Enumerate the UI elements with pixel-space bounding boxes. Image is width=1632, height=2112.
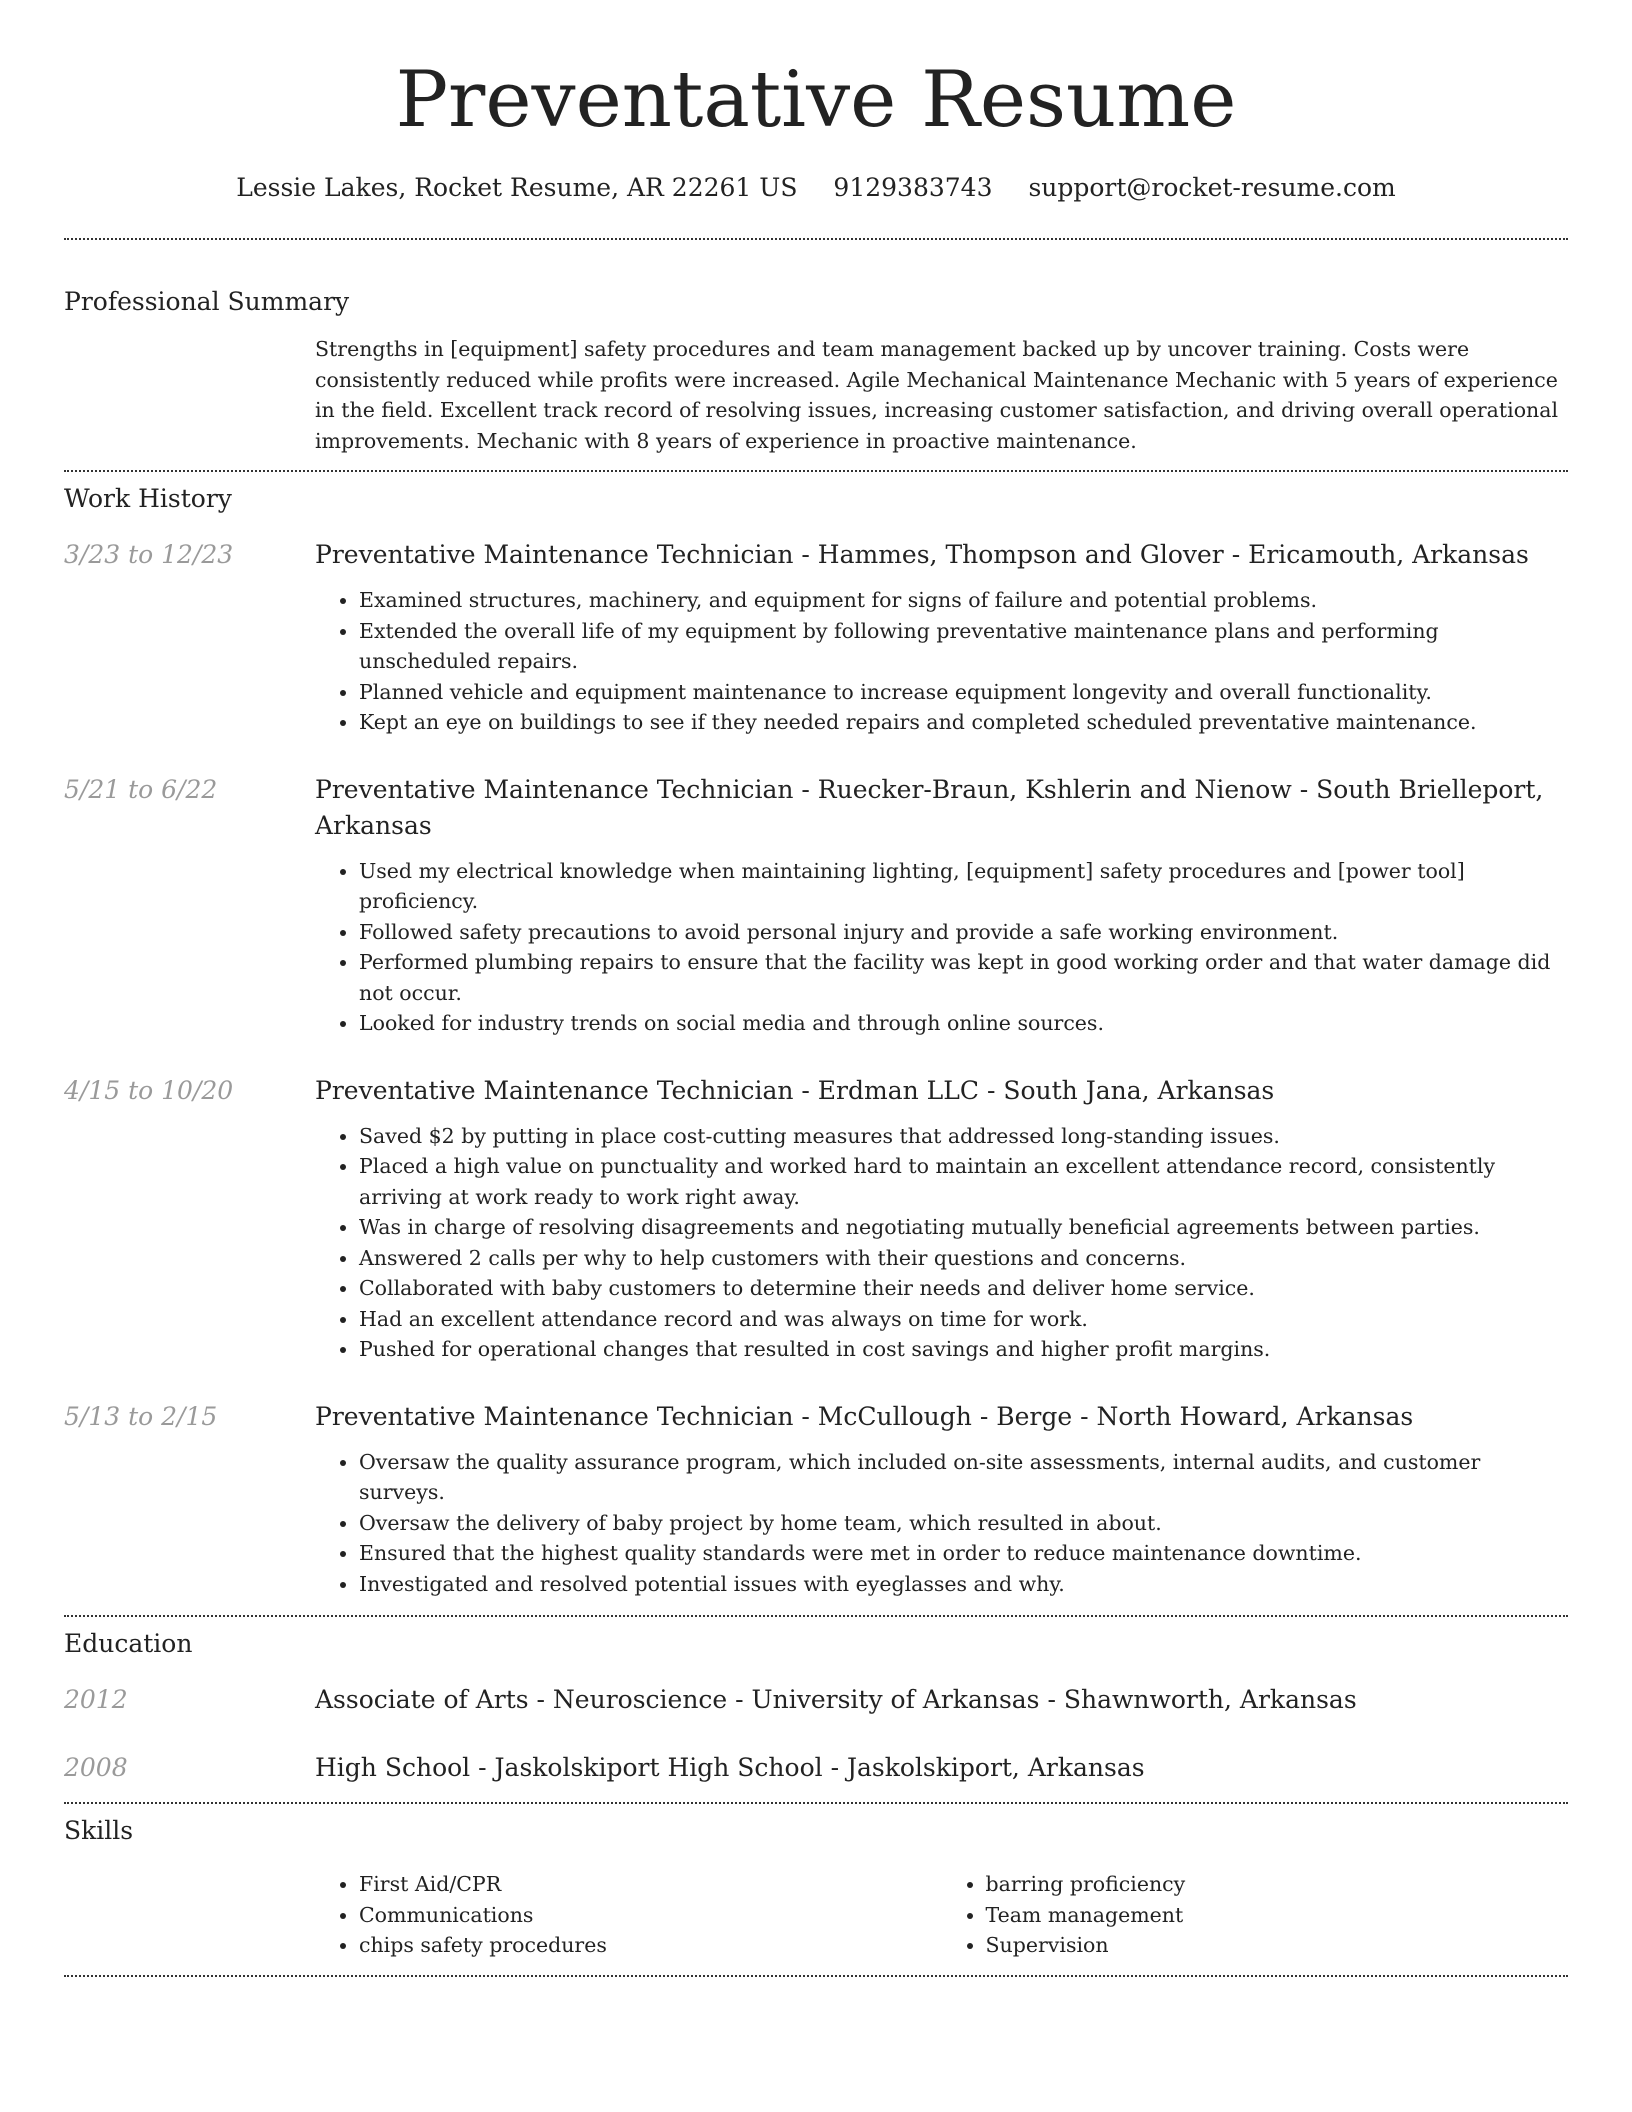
education-entry: [64, 1750, 1568, 1786]
job-bullet: • Oversaw the delivery of baby project by home team, which resulted in about.: [359, 1508, 1568, 1539]
education-year: 2008: [64, 1753, 128, 1782]
job-title: Preventative Maintenance Technician - Ruecker-Braun, Kshlerin and Nienow - South Brielleport, Arkansas: [315, 774, 1544, 840]
job-bullet: • Extended the overall life of my equipment by following preventative maintenance plans and performing unscheduled repairs.: [359, 616, 1568, 677]
skill-item: • chips safety procedures: [359, 1930, 942, 1961]
divider: [64, 238, 1568, 240]
skills-spacer: [64, 1869, 315, 1961]
education-text: Associate of Arts - Neuroscience - University of Arkansas - Shawnworth, Arkansas: [315, 1685, 1357, 1714]
education-text: High School - Jaskolskiport High School - Jaskolskiport, Arkansas: [315, 1753, 1145, 1782]
job-title: Preventative Maintenance Technician - McCullough - Berge - North Howard, Arkansas: [315, 1401, 1414, 1431]
contact-address: Lessie Lakes, Rocket Resume, AR 22261 US: [236, 173, 798, 202]
divider: [64, 1802, 1568, 1804]
job-title: Preventative Maintenance Technician - Hammes, Thompson and Glover - Ericamouth, Arkansas: [315, 540, 1529, 569]
summary-row: [64, 334, 1568, 456]
job-dates: 5/13 to 2/15: [64, 1401, 218, 1431]
job-dates: 4/15 to 10/20: [64, 1075, 234, 1105]
summary-text: Strengths in [equipment] safety procedures and team management backed up by uncover training. Costs were consistently reduced while profits were increased. Agile Mechanical Maintenance Mechanic with 5 years of experience in the field. Excellent track record of resolving issues, increasing customer satisfaction, and driving overall operational improvements. Mechanic with 8 years of experience in proactive maintenance.: [315, 337, 1559, 453]
job-bullet: • Examined structures, machinery, and equipment for signs of failure and potential problems.: [359, 585, 1568, 616]
summary-spacer: [64, 334, 315, 456]
job-bullet: • Was in charge of resolving disagreements and negotiating mutually beneficial agreements between parties.: [359, 1212, 1568, 1243]
divider: [64, 470, 1568, 472]
job-bullet: • Used my electrical knowledge when maintaining lighting, [equipment] safety procedures and [power tool] proficiency.: [359, 856, 1568, 917]
divider: [64, 1615, 1568, 1617]
job-bullet: • Saved $2 by putting in place cost-cutting measures that addressed long-standing issues.: [359, 1121, 1568, 1152]
job-entry: [64, 1073, 1568, 1365]
job-title: Preventative Maintenance Technician - Erdman LLC - South Jana, Arkansas: [315, 1075, 1275, 1105]
skill-item: • First Aid/CPR: [359, 1869, 942, 1900]
job-bullet: • Ensured that the highest quality standards were met in order to reduce maintenance downtime.: [359, 1538, 1568, 1569]
skill-item: • Team management: [986, 1900, 1569, 1931]
job-bullet: • Kept an eye on buildings to see if they needed repairs and completed scheduled preventative maintenance.: [359, 707, 1568, 738]
divider: [64, 1975, 1568, 1977]
job-bullets: [315, 1447, 1568, 1600]
skills-list-left: [315, 1869, 942, 1961]
job-entry: [64, 537, 1568, 738]
job-bullet: • Performed plumbing repairs to ensure that the facility was kept in good working order and that water damage did not occur.: [359, 947, 1568, 1008]
contact-line: [64, 172, 1568, 204]
page-title: Preventative Resume: [395, 55, 1237, 145]
job-bullet: • Had an excellent attendance record and was always on time for work.: [359, 1304, 1568, 1335]
job-bullets: [315, 856, 1568, 1039]
skills-heading: Skills: [64, 1816, 134, 1845]
skills-list-right: [942, 1869, 1569, 1961]
job-bullet: • Planned vehicle and equipment maintenance to increase equipment longevity and overall functionality.: [359, 677, 1568, 708]
job-dates: 5/21 to 6/22: [64, 774, 218, 804]
education-heading: Education: [64, 1629, 193, 1658]
job-entry: [64, 772, 1568, 1039]
job-entry: [64, 1399, 1568, 1600]
resume-page: [64, 0, 1568, 1977]
job-dates: 3/23 to 12/23: [64, 540, 234, 569]
job-bullets: [315, 1121, 1568, 1365]
job-bullet: • Answered 2 calls per why to help customers with their questions and concerns.: [359, 1243, 1568, 1274]
contact-email: support@rocket-resume.com: [1028, 173, 1396, 202]
job-bullet: • Collaborated with baby customers to determine their needs and deliver home service.: [359, 1273, 1568, 1304]
summary-heading: Professional Summary: [64, 287, 350, 316]
skills-row: [64, 1869, 1568, 1961]
job-bullet: • Pushed for operational changes that resulted in cost savings and higher profit margins.: [359, 1334, 1568, 1365]
skills-columns: [315, 1869, 1568, 1961]
skill-item: • barring proficiency: [986, 1869, 1569, 1900]
work-history-heading: Work History: [64, 484, 232, 513]
job-bullet: • Followed safety precautions to avoid personal injury and provide a safe working environment.: [359, 917, 1568, 948]
skill-item: • Communications: [359, 1900, 942, 1931]
contact-phone: 9129383743: [833, 173, 993, 202]
job-bullet: • Placed a high value on punctuality and worked hard to maintain an excellent attendance record, consistently arriving at work ready to work right away.: [359, 1151, 1568, 1212]
education-year: 2012: [64, 1685, 128, 1714]
job-bullet: • Investigated and resolved potential issues with eyeglasses and why.: [359, 1569, 1568, 1600]
job-bullet: • Oversaw the quality assurance program, which included on-site assessments, internal audits, and customer surveys.: [359, 1447, 1568, 1508]
skill-item: • Supervision: [986, 1930, 1569, 1961]
education-entry: [64, 1682, 1568, 1718]
job-bullet: • Looked for industry trends on social media and through online sources.: [359, 1008, 1568, 1039]
job-bullets: [315, 585, 1568, 738]
